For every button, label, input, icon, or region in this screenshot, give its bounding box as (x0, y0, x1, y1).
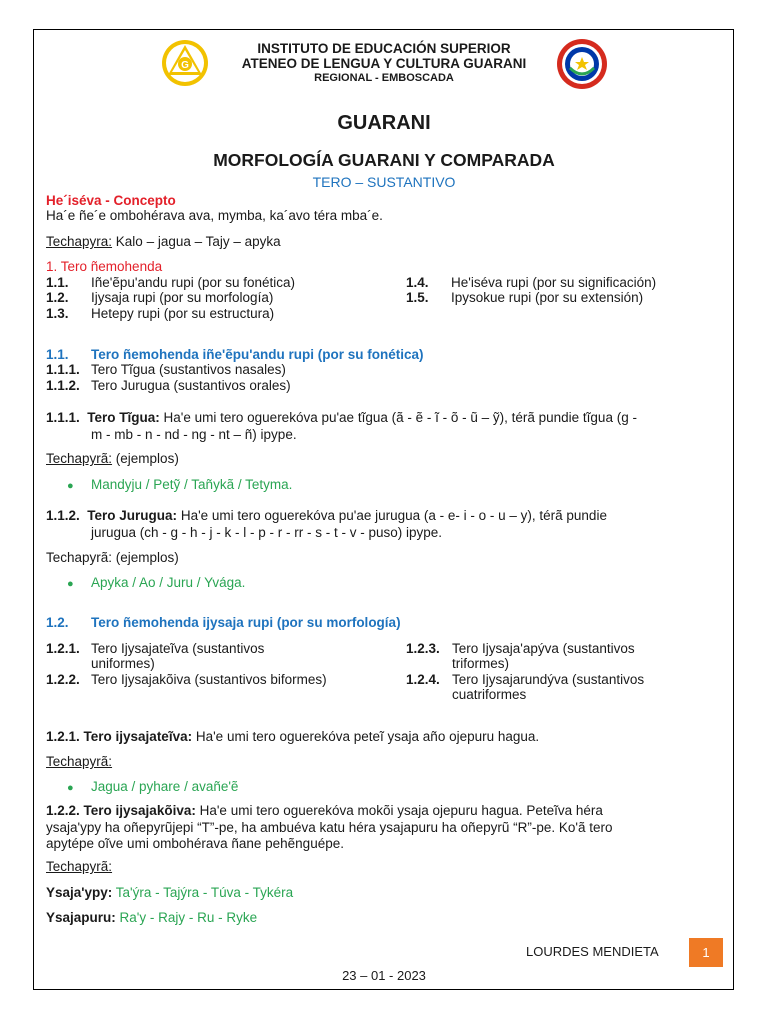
list-item-cont: cuatriformes (452, 687, 527, 702)
def-num: 1.1.2. (46, 508, 80, 523)
list-item-num: 1.2. (46, 290, 69, 305)
section1-heading: 1. Tero ñemohenda (46, 259, 163, 274)
example-after: (ejemplos) (112, 451, 179, 466)
list-item: Tero Jurugua (sustantivos orales) (91, 378, 291, 393)
svg-text:G: G (181, 60, 189, 71)
def-num: 1.1.1. (46, 410, 80, 425)
definition-ysajakoiva-cont2: apytépe oĩve umi ombohérava ñane pehẽnguépe. (46, 836, 344, 851)
section11-heading: 1.1. Tero ñemohenda iñe'ẽpu'andu rupi (por su fonética) (46, 347, 424, 362)
institute-regional: REGIONAL - EMBOSCADA (314, 72, 454, 84)
list-item: Ijysaja rupi (por su morfología) (91, 290, 274, 305)
footer-date: 23 – 01 - 2023 (342, 968, 426, 983)
list-item-cont: uniformes) (91, 656, 155, 671)
list-item-num: 1.1. (46, 275, 69, 290)
example-jurugua-label: Techapyrã: (ejemplos) (46, 550, 179, 565)
list-item: Tero Ijysajateĩva (sustantivos (91, 641, 265, 656)
definition-ysajateiva (46, 729, 539, 744)
list-item-num: 1.1.1. (46, 362, 80, 377)
document-subtitle: MORFOLOGÍA GUARANI Y COMPARADA (213, 150, 555, 170)
definition-tigua-cont: m - mb - n - nd - ng - nt – ñ) ipype. (91, 427, 297, 442)
list-item-num: 1.2.1. (46, 641, 80, 656)
list-item-num: 1.4. (406, 275, 429, 290)
list-item-num: 1.3. (46, 306, 69, 321)
def-term: 1.2.2. Tero ijysajakõiva: (46, 803, 196, 818)
example-bullet: Jagua / pyhare / avañe'ẽ (91, 779, 239, 794)
example-bullet: Apyka / Ao / Juru / Yvága. (91, 575, 246, 590)
example-label: Techapyrã: (46, 754, 113, 769)
definition-jurugua-cont: jurugua (ch - g - h - j - k - l - p - r - rr - s - t - v - puso) ipype. (91, 525, 443, 540)
def-text: Ha'e umi tero oguerekóva peteĩ ysaja año ojepuru hagua. (192, 729, 540, 744)
ysaja-ypy-row (46, 885, 293, 900)
example-label: Techapyrã: (46, 859, 113, 874)
list-item-num: 1.1.2. (46, 378, 80, 393)
example-label: Techapyrã: (46, 451, 113, 466)
list-item-num: 1.2.3. (406, 641, 440, 656)
bullet-icon: ● (67, 578, 74, 590)
section12-heading: 1.2. Tero ñemohenda ijysaja rupi (por su morfología) (46, 615, 401, 630)
list-item: Tero Ijysaja'apýva (sustantivos (452, 641, 635, 656)
concept-text: Ha´e ñe´e ombohérava ava, mymba, ka´avo téra mba´e. (46, 208, 383, 223)
example-label: Techapyra: (46, 234, 113, 249)
def-text: Ha'e umi tero oguerekóva mokõi ysaja ojepuru hagua. Peteĩva héra (195, 803, 603, 818)
list-item: Ipysokue rupi (por su extensión) (451, 290, 644, 305)
list-item-num: 1.2.4. (406, 672, 440, 687)
ysajapuru-row (46, 910, 257, 925)
document-title: GUARANI (337, 112, 431, 134)
example-text: Kalo – jagua – Tajy – apyka (112, 234, 281, 249)
def-term: Tero Tĩgua: (87, 410, 160, 425)
list-item: Tero Tĩgua (sustantivos nasales) (91, 362, 286, 377)
list-item: Tero Ijysajarundýva (sustantivos (452, 672, 645, 687)
definition-ysajakoiva (46, 803, 603, 818)
list-item: Hetepy rupi (por su estructura) (91, 306, 275, 321)
list-item: Tero Ijysajakõiva (sustantivos biformes) (91, 672, 327, 687)
definition-tigua (46, 410, 637, 425)
def-text: Ha'e umi tero oguerekóva pu'ae tĩgua (ã - ẽ - ĩ - õ - ũ – ỹ), térã pundie tĩgua (g - (159, 410, 637, 425)
bullet-icon: ● (67, 480, 74, 492)
ysajapuru-text: Ra'y - Rajy - Ru - Ryke (115, 910, 258, 925)
list-item-num: 1.2.2. (46, 672, 80, 687)
ysajapuru-label: Ysajapuru: (46, 910, 116, 925)
institute-name: INSTITUTO DE EDUCACIÓN SUPERIOR (257, 41, 511, 56)
list-item: Iñe'ẽpu'andu rupi (por su fonética) (91, 275, 296, 290)
bullet-icon: ● (67, 782, 74, 794)
example-bullet: Mandyju / Petỹ / Tañykã / Tetyma. (91, 477, 293, 492)
def-text: Ha'e umi tero oguerekóva pu'ae jurugua (a - e- i - o - u – y), térã pundie (177, 508, 607, 523)
list-item: He'iséva rupi (por su significación) (451, 275, 657, 290)
definition-ysajakoiva-cont: ysaja'ypy ha oñepyrũjepi “T”-pe, ha ambuéva katu héra ysajapuru ha oñepyrũ “R”-pe. Ko'ã tero (46, 820, 613, 835)
footer-author: LOURDES MENDIETA (526, 944, 659, 959)
ysaja-ypy-text: Ta'ýra - Tajýra - Túva - Tykéra (112, 885, 294, 900)
topic-heading: TERO – SUSTANTIVO (312, 174, 456, 190)
list-item-cont: triformes) (452, 656, 509, 671)
example-tigua (46, 451, 179, 466)
def-term: Tero Jurugua: (87, 508, 178, 523)
concept-heading: He´iséva - Concepto (46, 193, 176, 208)
concept-example (46, 234, 281, 249)
ysaja-ypy-label: Ysaja'ypy: (46, 885, 113, 900)
definition-jurugua (46, 508, 607, 523)
def-term: 1.2.1. Tero ijysajateĩva: (46, 729, 193, 744)
page-number: 1 (689, 938, 723, 967)
institute-subname: ATENEO DE LENGUA Y CULTURA GUARANI (241, 56, 527, 71)
list-item-num: 1.5. (406, 290, 429, 305)
